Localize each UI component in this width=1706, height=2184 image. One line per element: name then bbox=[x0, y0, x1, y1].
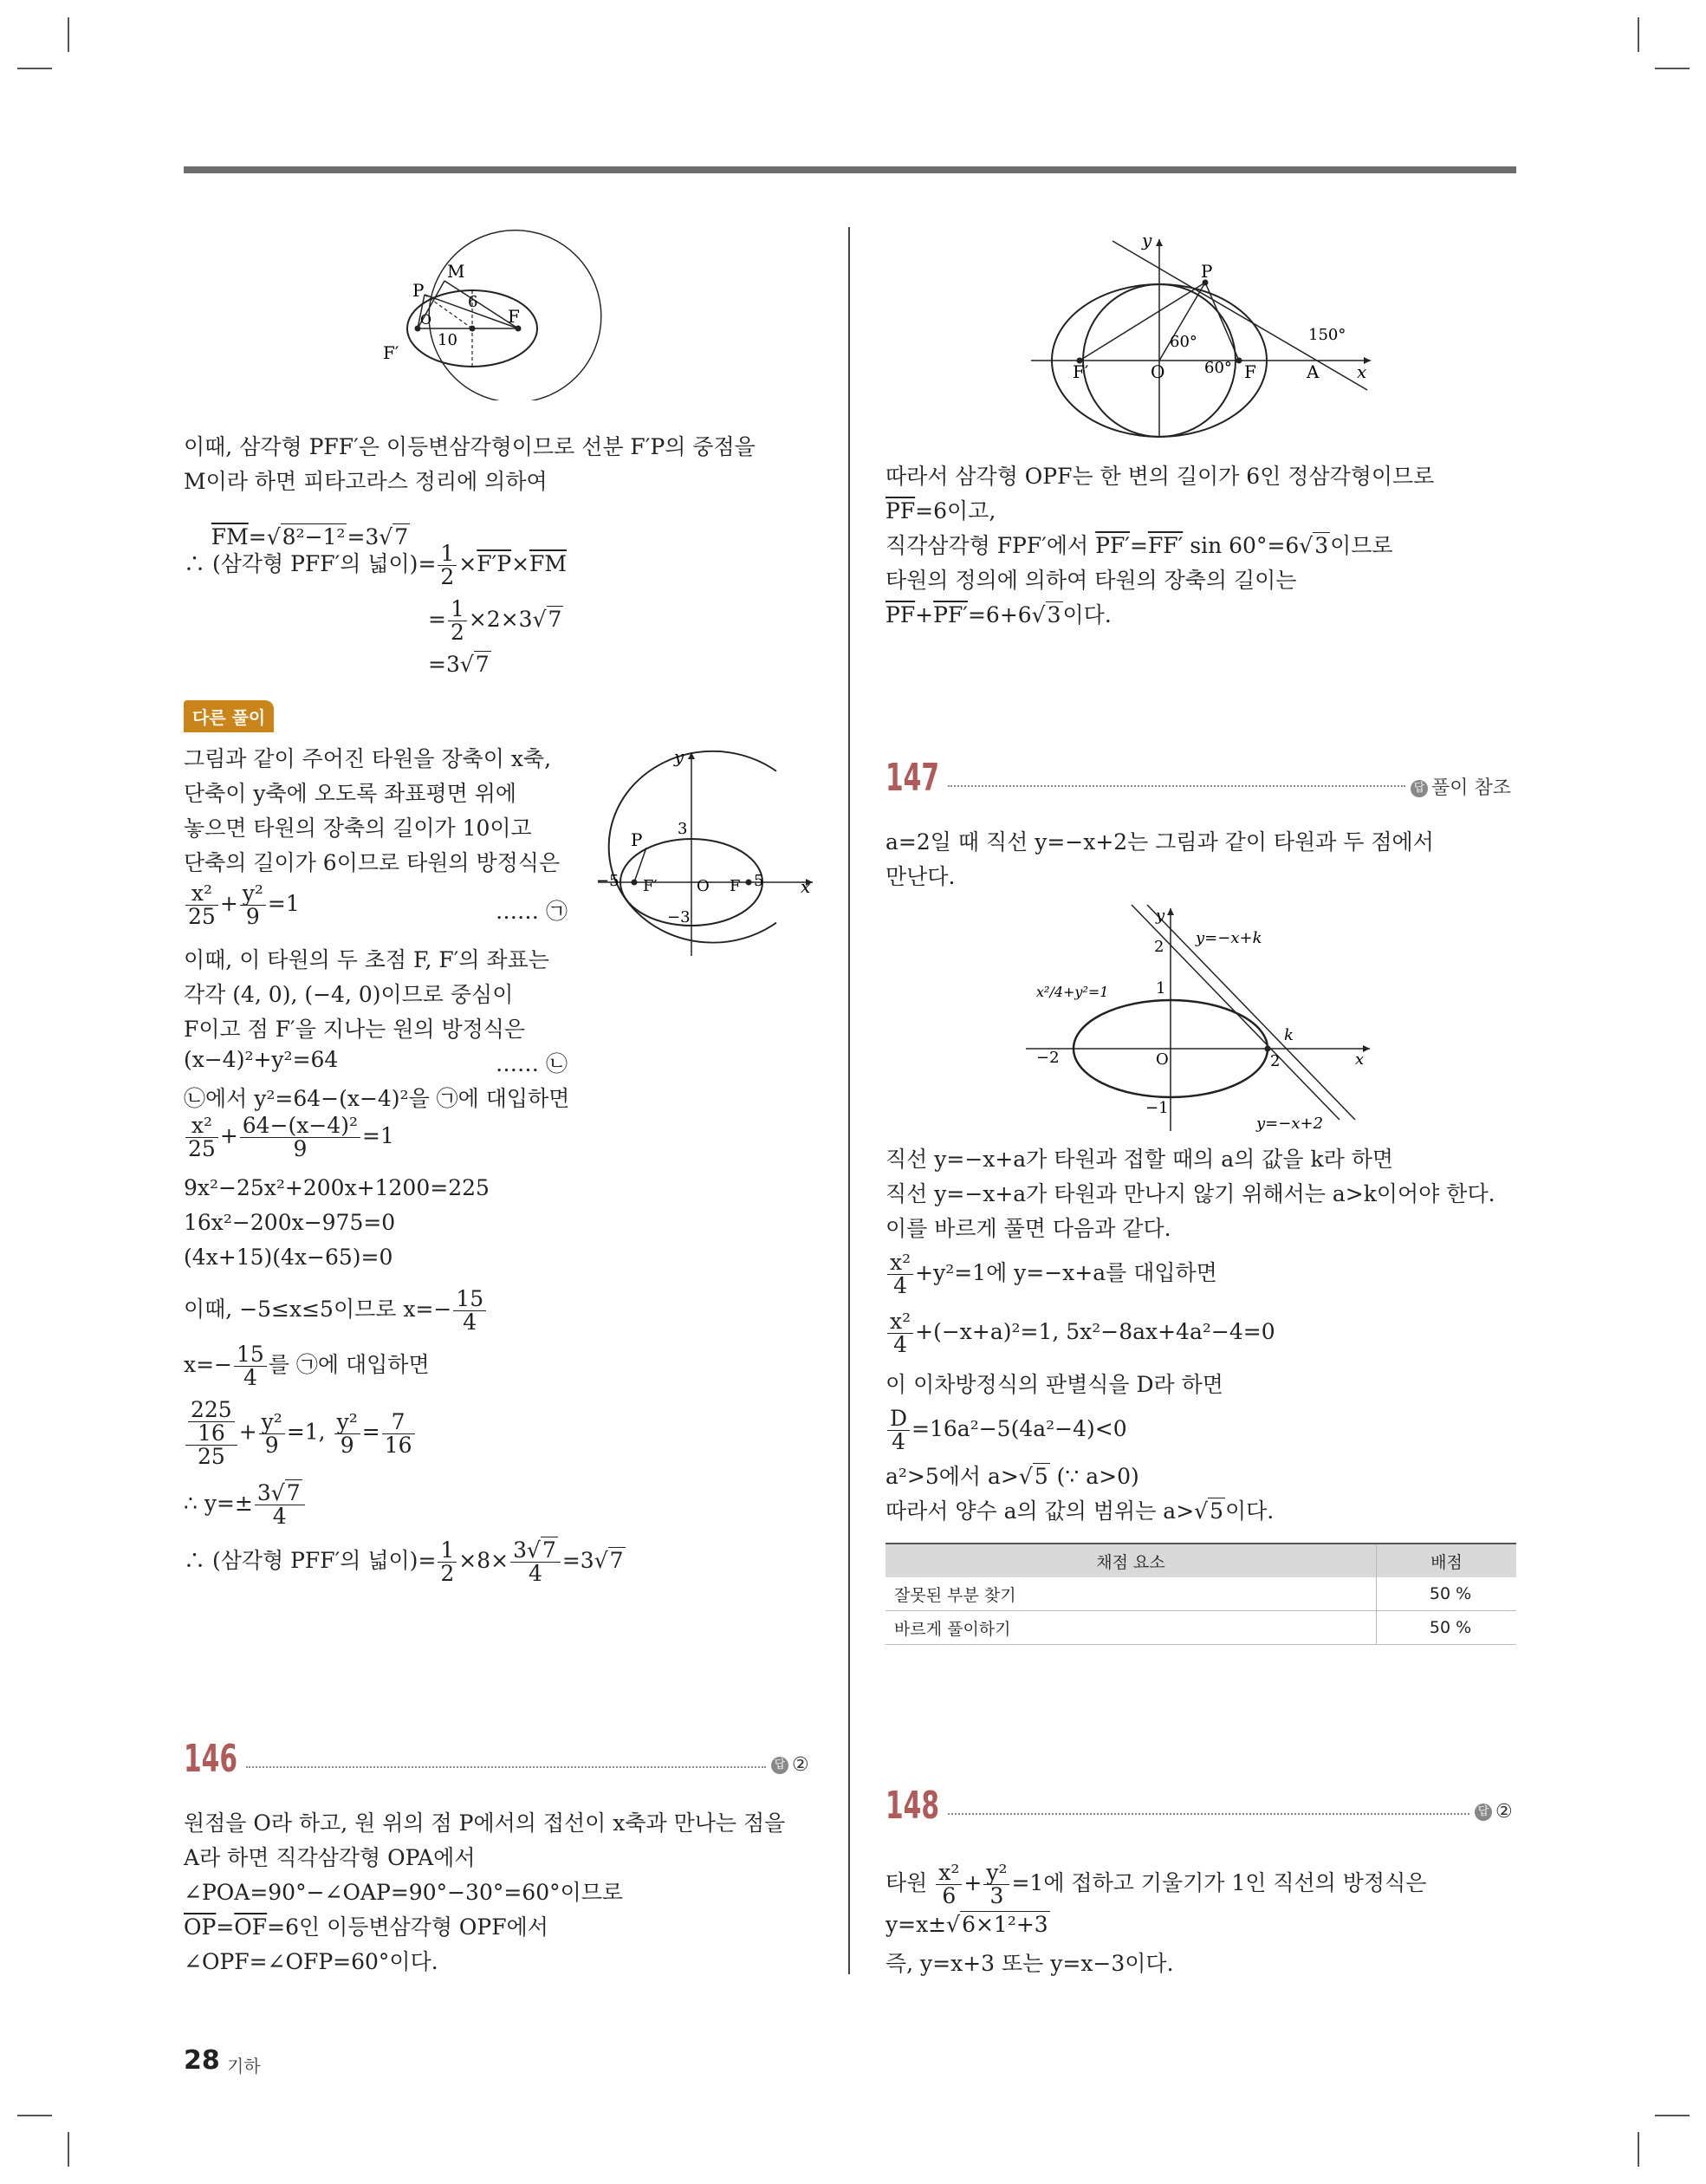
equation: 이때, −5≤x≤5이므로 x=− $\frac{15}{4}$ bbox=[184, 1288, 488, 1334]
fig3-label: F′ bbox=[1073, 361, 1089, 382]
right-line: $\overline{PF}+PF'=6+6√3$이다. bbox=[885, 602, 1112, 627]
fig2-label: P bbox=[631, 829, 643, 850]
fig4-label: x²/4+y²=1 bbox=[1036, 984, 1109, 1000]
fig3-label: A bbox=[1307, 361, 1320, 382]
ellipse-line-figure bbox=[1019, 901, 1383, 1135]
fig4-label: 2 bbox=[1154, 938, 1164, 956]
scoring-table bbox=[885, 1543, 1516, 1645]
solution-line: $\overline{OP}=\overline{OF}=6$인 이등변삼각형 OPF에서 bbox=[184, 1914, 548, 1940]
fig3-label: 60° bbox=[1170, 333, 1197, 351]
problem-number-147: 147 bbox=[885, 756, 939, 800]
table-row bbox=[885, 1611, 1516, 1645]
equation: $\frac{\frac{225}{16}}{25}$ + $\frac{\text{y²}}{9}$ =1, $\frac{\text{y²}}{9}$ = $\frac{7}{16}$ bbox=[184, 1399, 417, 1468]
fig4-label: −2 bbox=[1036, 1049, 1060, 1067]
equation-marker: …… ㉡ bbox=[496, 1051, 568, 1076]
fig2-label: 3 bbox=[678, 820, 688, 838]
solution-line: 직선 y=−x+a가 타원과 만나지 않기 위해서는 a>k이어야 한다. bbox=[885, 1181, 1495, 1206]
answer-147: 답 풀이 참조 bbox=[1411, 773, 1511, 800]
answer-146: 답 ② bbox=[771, 1754, 809, 1776]
intro-line: 이때, 삼각형 PFF′은 이등변삼각형이므로 선분 F′P의 중점을 bbox=[184, 434, 756, 459]
intro-line: M이라 하면 피타고라스 정리에 의하여 bbox=[184, 469, 548, 494]
table-cell: 50 % bbox=[1377, 1577, 1517, 1611]
fig3-label: P bbox=[1201, 261, 1213, 282]
crop-mark bbox=[68, 2132, 69, 2167]
fig4-label: −1 bbox=[1145, 1099, 1169, 1117]
crop-mark bbox=[1638, 17, 1639, 52]
leader-dots bbox=[948, 785, 1405, 787]
equation: $\frac{\text{x²}}{4}$ +(−x+a)²=1, 5x²−8ax+4a²−4=0 bbox=[885, 1310, 1275, 1356]
right-line: 따라서 삼각형 OPF는 한 변의 길이가 6인 정삼각형이므로 bbox=[885, 464, 1435, 489]
crop-mark bbox=[1655, 2115, 1690, 2116]
solution-line: A라 하면 직각삼각형 OPA에서 bbox=[184, 1845, 476, 1870]
fig2-label: y bbox=[674, 746, 684, 767]
fig1-label: 10 bbox=[438, 331, 457, 349]
fig4-label: y=−x+k bbox=[1196, 929, 1262, 947]
fig3-label: 150° bbox=[1308, 326, 1346, 344]
solution-line: 타원 $\frac{\text{x²}}{6}$ + $\frac{\text{y²}}{3}$ =1에 접하고 기울기가 1인 직선의 방정식은 bbox=[885, 1860, 1427, 1908]
page-number: 28 bbox=[184, 2045, 220, 2076]
table-cell: 50 % bbox=[1377, 1611, 1517, 1645]
fig2-label: F′ bbox=[643, 877, 658, 895]
fig2-label: 5 bbox=[754, 872, 764, 890]
equation-marker: …… ㉠ bbox=[496, 899, 568, 924]
equation: 9x²−25x²+200x+1200=225 bbox=[184, 1175, 490, 1200]
equation: 16x²−200x−975=0 bbox=[184, 1210, 396, 1235]
area-equation: = $\frac{1}{2}$ ×2×3√7 bbox=[428, 596, 562, 645]
right-line: $\overline{PF}=6$이고, bbox=[885, 498, 996, 523]
alt-line: 놓으면 타원의 장축의 길이가 10이고 bbox=[184, 816, 532, 841]
solution-line: 즉, y=x+3 또는 y=x−3이다. bbox=[885, 1951, 1174, 1976]
right-line: 직각삼각형 FPF′에서 PF′=FF′ sin 60°=6√3이므로 bbox=[885, 533, 1393, 558]
area-equation: =3√7 bbox=[428, 652, 490, 677]
table-row bbox=[885, 1577, 1516, 1611]
fig2-label: O bbox=[697, 877, 710, 895]
fig4-label: x bbox=[1355, 1050, 1365, 1069]
alt-solution-badge: 다른 풀이 bbox=[184, 700, 274, 732]
table-cell: 잘못된 부분 찾기 bbox=[885, 1577, 1377, 1611]
solution-line: 이를 바르게 풀면 다음과 같다. bbox=[885, 1216, 1171, 1241]
table-header-cell: 채점 요소 bbox=[885, 1544, 1377, 1577]
table-cell: 바르게 풀이하기 bbox=[885, 1611, 1377, 1645]
equation: (4x+15)(4x−65)=0 bbox=[184, 1245, 393, 1270]
fig2-label: F bbox=[730, 877, 741, 895]
fig1-label: 6 bbox=[468, 293, 478, 311]
fig4-label: 1 bbox=[1156, 979, 1166, 998]
fig3-label: y bbox=[1142, 232, 1152, 250]
solution-line: ∠POA=90°−∠OAP=90°−30°=60°이므로 bbox=[184, 1880, 624, 1905]
fig1-label: O bbox=[420, 311, 432, 328]
coordinate-figure bbox=[589, 744, 823, 960]
equation: $\frac{\text{x²}}{25}$ + $\frac{\text{64−(x−4)²}}{9}$ =1 bbox=[184, 1115, 394, 1160]
mid-line: F이고 점 F′을 지나는 원의 방정식은 bbox=[184, 1017, 526, 1042]
equation: ∴ y=± $\frac{3√7}{4}$ bbox=[184, 1482, 307, 1528]
alt-line: 단축의 길이가 6이므로 타원의 방정식은 bbox=[184, 850, 561, 875]
subject-label: 기하 bbox=[227, 2056, 261, 2077]
answer-148: 답 ② bbox=[1475, 1801, 1513, 1823]
equation: $\frac{D}{4}$ =16a²−5(4a²−4)<0 bbox=[885, 1407, 1127, 1453]
right-line: 타원의 정의에 의하여 타원의 장축의 길이는 bbox=[885, 568, 1297, 593]
table-header-cell: 배점 bbox=[1377, 1544, 1517, 1577]
solution-line: 직선 y=−x+a가 타원과 접할 때의 a의 값을 k라 하면 bbox=[885, 1147, 1393, 1172]
solution-line: y=x±√6×1²+3 bbox=[885, 1912, 1048, 1937]
column-divider bbox=[848, 227, 850, 1974]
leader-dots bbox=[948, 1813, 1469, 1815]
alt-line: 단축이 y축에 오도록 좌표평면 위에 bbox=[184, 781, 517, 806]
fm-equation: $\overline{FM}=√8^2-1^2=3√7$ bbox=[211, 524, 409, 549]
fig1-label: F′ bbox=[383, 342, 399, 363]
alt-line: 그림과 같이 주어진 타원을 장축이 x축, bbox=[184, 746, 552, 771]
fig2-label: −5 bbox=[596, 872, 619, 890]
fig1-label: M bbox=[447, 261, 465, 282]
tangent-figure bbox=[1031, 232, 1378, 440]
crop-mark bbox=[17, 2115, 52, 2116]
equation: 이 이차방정식의 판별식을 D라 하면 bbox=[885, 1372, 1223, 1397]
solution-line: ∠OPF=∠OFP=60°이다. bbox=[184, 1949, 438, 1974]
fig4-label: y=−x+2 bbox=[1256, 1115, 1324, 1133]
mid-line: 이때, 이 타원의 두 초점 F, F′의 좌표는 bbox=[184, 947, 549, 972]
fig3-label: F bbox=[1244, 361, 1256, 382]
area-result: ∴ (삼각형 PFF′의 넓이)= $\frac{1}{2}$ ×8× $\frac{3√7}{4}$ =3√7 bbox=[184, 1537, 624, 1586]
equation: x=− $\frac{15}{4}$ 를 ㉠에 대입하면 bbox=[184, 1342, 430, 1390]
solution-line: a=2일 때 직선 y=−x+2는 그림과 같이 타원과 두 점에서 bbox=[885, 829, 1434, 855]
fig1-label: F bbox=[508, 306, 520, 327]
crop-mark bbox=[1655, 68, 1690, 69]
problem-number-148: 148 bbox=[885, 1784, 939, 1828]
equation: 따라서 양수 a의 값의 범위는 a>√5이다. bbox=[885, 1498, 1275, 1524]
fig2-label: x bbox=[801, 876, 811, 897]
subst-line: ㉡에서 y²=64−(x−4)²을 ㉠에 대입하면 bbox=[184, 1086, 570, 1111]
fig3-label: 60° bbox=[1204, 359, 1232, 377]
ellipse-circle-figure bbox=[373, 227, 624, 400]
equation: $\frac{\text{x²}}{4}$ +y²=1에 y=−x+a를 대입하면 bbox=[885, 1251, 1217, 1297]
table-header bbox=[885, 1544, 1516, 1577]
fig1-label: P bbox=[412, 280, 425, 301]
crop-mark bbox=[68, 17, 69, 52]
fig4-label: y bbox=[1156, 907, 1165, 925]
header-bar bbox=[184, 166, 1516, 173]
fig3-label: x bbox=[1357, 361, 1367, 382]
solution-line: 원점을 O라 하고, 원 위의 점 P에서의 접선이 x축과 만나는 점을 bbox=[184, 1810, 786, 1836]
fig4-label: k bbox=[1284, 1026, 1294, 1044]
solution-line: 만난다. bbox=[885, 864, 956, 889]
area-equation: ∴ (삼각형 PFF′의 넓이)= $\frac{1}{2}$ $\times F'P\times\overline{FM}$ bbox=[184, 541, 567, 589]
leader-dots bbox=[246, 1766, 766, 1768]
fig3-label: O bbox=[1151, 361, 1165, 382]
equation: a²>5에서 a>√5 (∵ a>0) bbox=[885, 1464, 1139, 1489]
ellipse-equation: $\frac{\text{x²}}{25}$ + $\frac{\text{y²}}{9}$ =1 bbox=[184, 882, 300, 928]
circle-equation: (x−4)²+y²=64 bbox=[184, 1047, 339, 1072]
problem-number-146: 146 bbox=[184, 1737, 237, 1781]
fig4-label: O bbox=[1156, 1050, 1169, 1069]
crop-mark bbox=[1638, 2132, 1639, 2167]
crop-mark bbox=[17, 68, 52, 69]
mid-line: 각각 (4, 0), (−4, 0)이므로 중심이 bbox=[184, 982, 514, 1007]
fig2-label: −3 bbox=[667, 908, 691, 926]
fig4-label: 2 bbox=[1270, 1052, 1281, 1070]
